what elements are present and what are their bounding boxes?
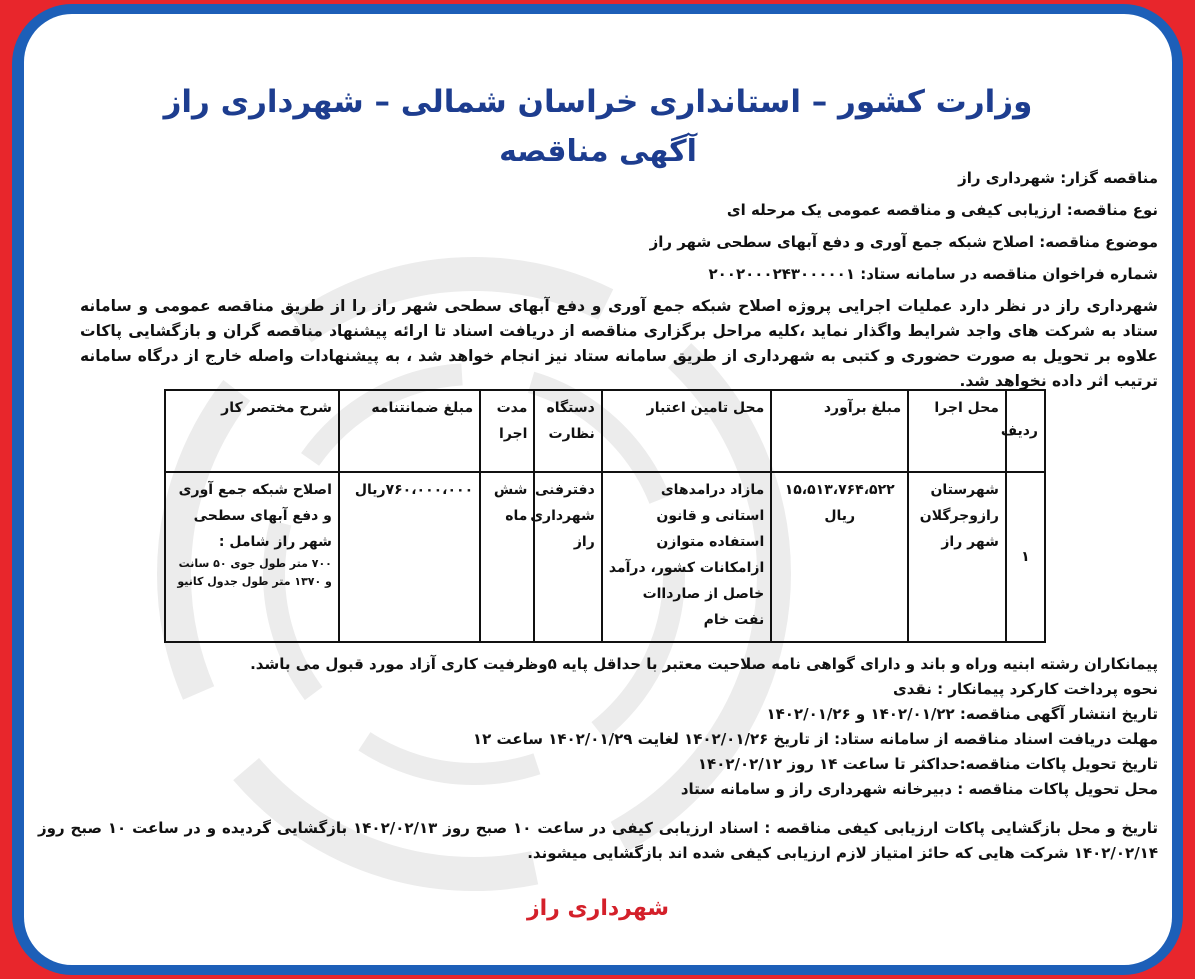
cell-description — [165, 472, 339, 642]
header-duration: مدت اجرا — [480, 390, 534, 472]
header-guarantee: مبلغ ضمانتنامه — [339, 390, 480, 472]
table-row — [165, 472, 1045, 642]
field-tenderer: مناقصه گزار: شهرداری راز — [958, 169, 1158, 187]
field-call-number: شماره فراخوان مناقصه در سامانه ستاد: ۲۰۰۲۰۰۰۲۴۳۰۰۰۰۰۱ — [708, 265, 1158, 283]
header-estimate: مبلغ برآورد — [771, 390, 908, 472]
detail-delivery-date: تاریخ تحویل پاکات مناقصه:حداکثر تا ساعت ۱۴ روز ۱۴۰۲/۰۲/۱۲ — [697, 755, 1158, 773]
notice-subtitle: آگهی مناقصه — [499, 134, 697, 169]
opening-paragraph: تاریخ و محل بازگشایی پاکات ارزیابی کیفی مناقصه : اسناد ارزیابی کیفی در ساعت ۱۰ صبح روز ۱۴۰۲/۰۲/۱۳ بازگشایی گردیده و در ساعت ۱۰ صبح روز ۱۴۰۲/۰۲/۱۴ شرکت هایی که حائز امتیاز لازم ارزیابی کیفی شده اند بازگشایی میشوند. — [38, 819, 1159, 862]
field-tender-type: نوع مناقصه: ارزیابی کیفی و مناقصه عمومی یک مرحله ای — [726, 201, 1158, 219]
field-subject: موضوع مناقصه: اصلاح شبکه جمع آوری و دفع آبهای سطحی شهر راز — [649, 233, 1158, 251]
details-list — [58, 652, 1158, 802]
detail-payment-method: نحوه پرداخت کارکرد پیمانکار : نقدی — [893, 680, 1158, 698]
header-place: محل اجرا — [908, 390, 1006, 472]
description-main: اصلاح شبکه جمع آوری و دفع آبهای سطحی شهر راز شامل : — [178, 482, 332, 550]
cell-estimate: ۱۵،۵۱۳،۷۶۴،۵۲۲ ریال — [771, 472, 908, 642]
table-header-row — [165, 390, 1045, 472]
cell-guarantee: ۷۶۰،۰۰۰،۰۰۰ریال — [339, 472, 480, 642]
detail-contractor-qualification: پیمانکاران رشته ابنیه وراه و باند و دارای گواهی نامه صلاحیت معتبر با حداقل پایه ۵وظرفیت کاری آزاد مورد قبول می باشد. — [250, 655, 1158, 673]
detail-publish-date: تاریخ انتشار آگهی مناقصه: ۱۴۰۲/۰۱/۲۲ و ۱۴۰۲/۰۱/۲۶ — [766, 705, 1158, 723]
header-description: شرح مختصر کار — [165, 390, 339, 472]
header-supervisor: دستگاه نظارت — [534, 390, 601, 472]
tender-table — [164, 389, 1046, 643]
detail-delivery-place: محل تحویل پاکات مناقصه : دبیرخانه شهرداری راز و سامانه ستاد — [680, 780, 1158, 798]
signature: شهرداری راز — [526, 896, 670, 921]
cell-place: شهرستان رازوجرگلان شهر راز — [908, 472, 1006, 642]
detail-document-deadline: مهلت دریافت اسناد مناقصه از سامانه ستاد: از تاریخ ۱۴۰۲/۰۱/۲۶ لغایت ۱۴۰۲/۰۱/۲۹ ساعت ۱۲ — [472, 730, 1158, 748]
cell-row-number: ۱ — [1006, 472, 1045, 642]
header-funding: محل تامین اعتبار — [602, 390, 771, 472]
intro-paragraph: شهرداری راز در نظر دارد عملیات اجرایی پروژه اصلاح شبکه جمع آوری و دفع آبهای سطحی شهر راز را از طریق مناقصه عمومی و سامانه ستاد به شرکت های واجد شرایط واگذار نماید ،کلیه مراحل برگزاری مناقصه از دریافت اسناد تا ارائه پیشنهاد مناقصه گران و بازگشایی پاکات علاوه بر تحویل به صورت حضوری و کتبی به شهرداری از طریق سامانه ستاد نیز انجام خواهد شد ، به پیشنهادات واصله خارج از درگاه سامانه ترتیب اثر داده نخواهد شد. — [80, 297, 1158, 390]
cell-funding: مازاد درامدهای استانی و قانون استفاده متوازن ازامکانات کشور، درآمد خاصل از صارداات نفت خام — [602, 472, 771, 642]
notice-paper — [24, 14, 1172, 965]
description-detail: ۷۰۰ متر طول جوی ۵۰ سانت و ۱۳۷۰ متر طول جدول کانیو — [177, 557, 332, 588]
cell-supervisor: دفترفنی شهرداری راز — [534, 472, 601, 642]
page-title: وزارت کشور – استانداری خراسان شمالی – شهرداری راز — [163, 84, 1033, 120]
header-row-number: ردیف — [1006, 390, 1045, 472]
cell-duration: شش ماه — [480, 472, 534, 642]
